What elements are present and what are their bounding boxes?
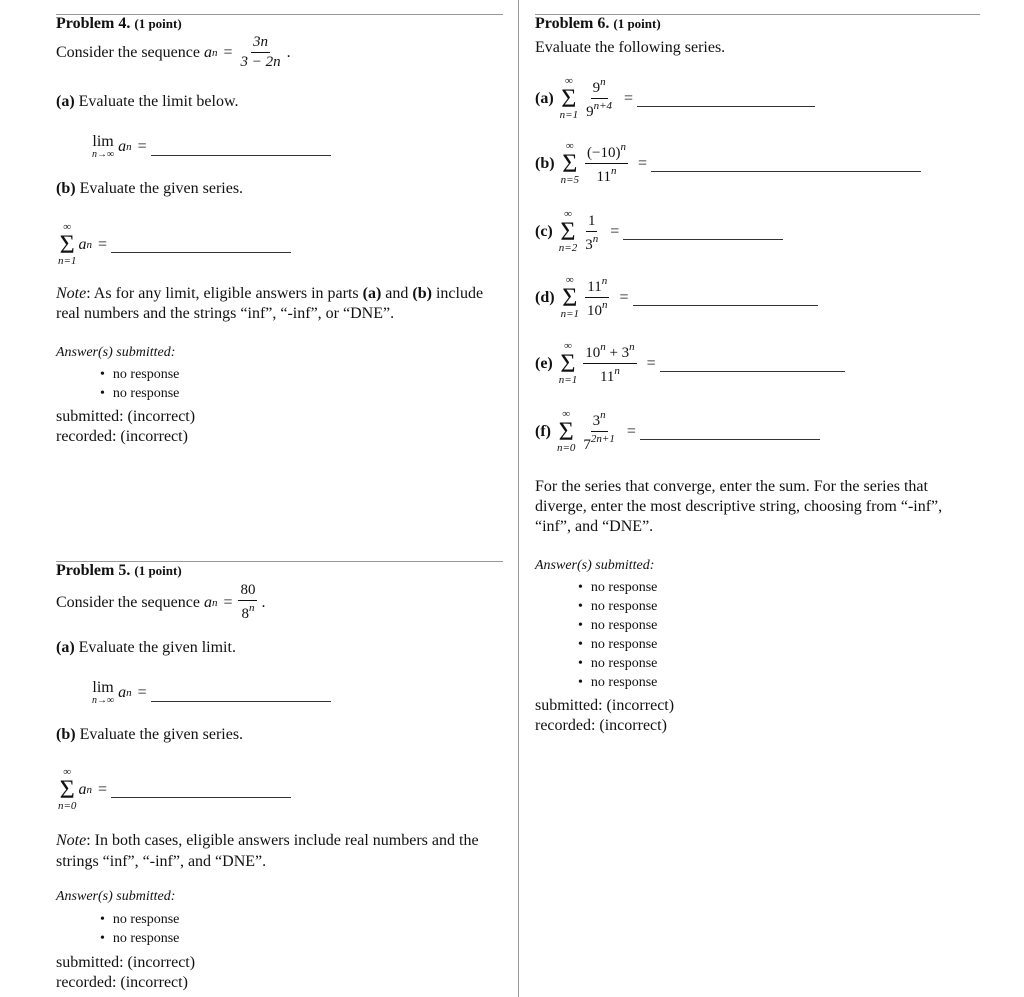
p5-note bbox=[56, 830, 479, 872]
instruction-line: “inf”, and “DNE”. bbox=[535, 518, 654, 535]
p5-limit-row bbox=[92, 680, 331, 706]
num-part: (−10) bbox=[587, 145, 621, 162]
summation bbox=[559, 209, 577, 254]
title-text: Problem 6. bbox=[535, 15, 610, 32]
equals: = bbox=[619, 288, 629, 306]
denominator: 3 − 2n bbox=[240, 54, 281, 70]
answer-item: • no response bbox=[578, 656, 657, 675]
num-part: 9 bbox=[592, 80, 601, 97]
den-base: 8 bbox=[241, 606, 249, 622]
answer-item: • no response bbox=[578, 675, 657, 694]
answer-item: • no response bbox=[100, 386, 179, 405]
submitted-status: submitted: (incorrect) bbox=[535, 697, 675, 714]
column-divider bbox=[518, 0, 519, 997]
item-label: (d) bbox=[535, 288, 555, 306]
p6-answer-input-c[interactable] bbox=[623, 223, 783, 240]
label: (a) bbox=[56, 93, 75, 110]
den-part: n+4 bbox=[593, 100, 613, 113]
answer-item: • no response bbox=[578, 599, 657, 618]
n-sub: n bbox=[126, 141, 132, 153]
intro-text: Consider the sequence bbox=[56, 593, 204, 611]
upper-limit: ∞ bbox=[63, 766, 72, 778]
p5-part-b bbox=[56, 726, 243, 744]
a-var: a bbox=[118, 138, 127, 155]
p5-part-a bbox=[56, 639, 236, 657]
summation bbox=[561, 275, 579, 320]
fraction bbox=[585, 275, 610, 320]
note-text: include bbox=[431, 285, 484, 302]
p6-item-d bbox=[535, 275, 818, 320]
sigma-symbol: Σ bbox=[562, 149, 578, 178]
fraction bbox=[584, 76, 614, 121]
den-part: 2n+1 bbox=[590, 433, 615, 446]
den-exp: n bbox=[248, 602, 255, 614]
fraction bbox=[585, 141, 628, 186]
recorded-status: recorded: (incorrect) bbox=[56, 974, 188, 991]
intro-text: Consider the sequence bbox=[56, 43, 204, 61]
equals: = bbox=[626, 422, 636, 440]
den-part: 11 bbox=[596, 169, 611, 186]
p4-limit-answer-input[interactable] bbox=[151, 139, 331, 156]
equals: = bbox=[610, 222, 620, 240]
p5-sequence-definition bbox=[56, 582, 265, 623]
summation bbox=[561, 141, 579, 186]
p6-item-b bbox=[535, 141, 921, 186]
period: . bbox=[261, 593, 266, 611]
num-part: 10 bbox=[585, 345, 601, 362]
answer-item: • no response bbox=[578, 618, 657, 637]
den-part: n bbox=[610, 165, 617, 178]
fraction bbox=[583, 341, 636, 386]
recorded-status: recorded: (incorrect) bbox=[535, 717, 667, 734]
limit bbox=[92, 134, 114, 160]
lower-limit: n=0 bbox=[556, 442, 576, 455]
num-part: n bbox=[601, 275, 608, 288]
lower-limit: n=1 bbox=[58, 255, 77, 268]
p6-answers-list bbox=[578, 580, 657, 694]
instruction-line: For the series that converge, enter the sum. For the series that bbox=[535, 478, 928, 495]
num-part: 1 bbox=[587, 213, 596, 230]
item-label: (e) bbox=[535, 354, 553, 372]
den-part: n bbox=[614, 365, 620, 378]
summation bbox=[560, 76, 578, 121]
note-text: : In both cases, eligible answers include real numbers and the bbox=[86, 832, 479, 849]
equals: = bbox=[97, 235, 107, 253]
note-text: and bbox=[381, 285, 413, 302]
lower-limit: n=0 bbox=[58, 800, 77, 813]
numerator: 3n bbox=[251, 34, 270, 53]
submitted-status: submitted: (incorrect) bbox=[56, 408, 196, 425]
lower-limit: n=1 bbox=[560, 308, 579, 321]
p6-intro: Evaluate the following series. bbox=[535, 39, 726, 56]
equals: = bbox=[646, 354, 656, 372]
num-part: n bbox=[600, 409, 606, 422]
summation bbox=[58, 767, 76, 812]
equals: = bbox=[137, 684, 147, 701]
p6-answer-input-a[interactable] bbox=[637, 90, 815, 107]
limit bbox=[92, 680, 114, 706]
upper-limit: ∞ bbox=[565, 140, 574, 152]
answers-label: Answer(s) submitted: bbox=[56, 345, 176, 360]
p5-series-answer-input[interactable] bbox=[111, 781, 291, 798]
lower-limit: n=2 bbox=[558, 242, 578, 255]
note-text: strings “inf”, “-inf”, and “DNE”. bbox=[56, 853, 267, 870]
title-text: Problem 4. bbox=[56, 15, 131, 32]
p6-answer-input-d[interactable] bbox=[633, 289, 818, 306]
lower-limit: n=1 bbox=[559, 109, 579, 122]
p6-item-a bbox=[535, 76, 815, 121]
instruction-line: diverge, enter the most descriptive string, choosing from “-inf”, bbox=[535, 498, 943, 515]
a-var: a bbox=[78, 780, 87, 798]
period: . bbox=[286, 43, 291, 61]
sigma-symbol: Σ bbox=[560, 349, 576, 378]
note-b: (b) bbox=[412, 285, 432, 302]
fraction bbox=[581, 409, 616, 454]
upper-limit: ∞ bbox=[564, 75, 573, 87]
n-sub: n bbox=[211, 596, 218, 609]
answer-item: • no response bbox=[578, 580, 657, 599]
den-part: 7 bbox=[583, 437, 591, 454]
p5-limit-answer-input[interactable] bbox=[151, 685, 331, 702]
equals: = bbox=[637, 154, 647, 172]
problem-5-title bbox=[56, 562, 182, 580]
p5-answers-list bbox=[100, 912, 179, 950]
equals: = bbox=[223, 593, 233, 611]
lower-limit: n=5 bbox=[560, 174, 579, 187]
num-part: n bbox=[600, 341, 606, 354]
p6-item-e bbox=[535, 341, 845, 386]
num-part: n bbox=[620, 141, 626, 154]
p4-limit-row bbox=[92, 134, 331, 160]
p4-part-a bbox=[56, 93, 238, 111]
lim-sub: n→∞ bbox=[92, 695, 115, 706]
fraction bbox=[238, 34, 282, 71]
numerator: 80 bbox=[238, 582, 257, 601]
p5-series-row bbox=[56, 767, 291, 812]
fraction bbox=[238, 582, 257, 623]
den-part: n bbox=[602, 299, 608, 312]
num-part: n bbox=[600, 76, 606, 89]
points: (1 point) bbox=[134, 16, 182, 31]
p6-item-c bbox=[535, 209, 783, 254]
upper-limit: ∞ bbox=[564, 208, 572, 220]
sigma-symbol: Σ bbox=[561, 84, 577, 113]
title-text: Problem 5. bbox=[56, 562, 131, 579]
n-sub: n bbox=[211, 46, 218, 59]
num-part: + 3 bbox=[605, 345, 630, 362]
p4-series-answer-input[interactable] bbox=[111, 236, 291, 253]
recorded-status: recorded: (incorrect) bbox=[56, 428, 188, 445]
text: Evaluate the given series. bbox=[75, 726, 244, 743]
text: Evaluate the given series. bbox=[75, 180, 244, 197]
item-label: (c) bbox=[535, 222, 553, 240]
upper-limit: ∞ bbox=[564, 340, 572, 352]
answer-item: • no response bbox=[578, 637, 657, 656]
answers-label: Answer(s) submitted: bbox=[535, 558, 655, 573]
num-part: 11 bbox=[587, 279, 602, 296]
submitted-status: submitted: (incorrect) bbox=[56, 954, 196, 971]
a-var: a bbox=[203, 43, 212, 61]
n-sub: n bbox=[126, 687, 132, 699]
p4-note bbox=[56, 284, 483, 324]
note-label: Note bbox=[56, 832, 87, 849]
item-label: (a) bbox=[535, 89, 554, 107]
label: (b) bbox=[56, 726, 76, 743]
text: Evaluate the limit below. bbox=[74, 93, 239, 110]
equals: = bbox=[624, 89, 634, 107]
sigma-symbol: Σ bbox=[59, 230, 75, 259]
p4-part-b bbox=[56, 180, 243, 198]
answers-label: Answer(s) submitted: bbox=[56, 889, 176, 904]
p4-answers-list bbox=[100, 367, 179, 405]
problem-6-title bbox=[535, 15, 661, 33]
den-part: n bbox=[592, 233, 599, 246]
fraction bbox=[583, 209, 600, 254]
item-label: (f) bbox=[535, 422, 551, 440]
den-part: 3 bbox=[585, 237, 593, 254]
lim-text: lim bbox=[92, 133, 114, 150]
text: Evaluate the given limit. bbox=[74, 639, 236, 656]
note-text: real numbers and the strings “inf”, “-inf”, or “DNE”. bbox=[56, 305, 395, 322]
p4-sequence-definition bbox=[56, 34, 291, 71]
sigma-symbol: Σ bbox=[560, 217, 576, 246]
num-part: n bbox=[629, 341, 635, 354]
answer-item: • no response bbox=[100, 367, 179, 386]
item-label: (b) bbox=[535, 154, 555, 172]
lim-sub: n→∞ bbox=[92, 149, 115, 160]
n-sub: n bbox=[86, 783, 92, 796]
sigma-symbol: Σ bbox=[59, 775, 75, 804]
summation bbox=[557, 409, 575, 454]
p6-answer-input-f[interactable] bbox=[640, 423, 820, 440]
points: (1 point) bbox=[613, 16, 661, 31]
note-a: (a) bbox=[362, 285, 382, 302]
den-part: 10 bbox=[587, 303, 602, 320]
answer-item: • no response bbox=[100, 912, 179, 931]
p6-answer-input-b[interactable] bbox=[651, 155, 921, 172]
upper-limit: ∞ bbox=[63, 221, 72, 233]
lower-limit: n=1 bbox=[558, 374, 578, 387]
den-part: 9 bbox=[586, 104, 594, 121]
answer-item: • no response bbox=[100, 931, 179, 950]
a-var: a bbox=[203, 593, 212, 611]
summation bbox=[559, 341, 577, 386]
equals: = bbox=[137, 138, 147, 155]
note-label: Note bbox=[56, 285, 87, 302]
equals: = bbox=[223, 43, 233, 61]
points: (1 point) bbox=[134, 563, 182, 578]
upper-limit: ∞ bbox=[562, 408, 571, 420]
a-var: a bbox=[118, 684, 127, 701]
num-part: 3 bbox=[592, 413, 601, 430]
n-sub: n bbox=[86, 238, 92, 251]
sigma-symbol: Σ bbox=[562, 283, 578, 312]
label: (a) bbox=[56, 639, 75, 656]
summation bbox=[58, 222, 76, 267]
a-var: a bbox=[78, 235, 87, 253]
lim-text: lim bbox=[92, 679, 114, 696]
den-part: 11 bbox=[599, 369, 615, 386]
equals: = bbox=[97, 780, 107, 798]
upper-limit: ∞ bbox=[565, 274, 574, 286]
note-text: : As for any limit, eligible answers in parts bbox=[86, 285, 363, 302]
sigma-symbol: Σ bbox=[558, 417, 574, 446]
p6-instructions bbox=[535, 477, 942, 537]
label: (b) bbox=[56, 180, 76, 197]
p6-item-f bbox=[535, 409, 820, 454]
p6-answer-input-e[interactable] bbox=[660, 355, 845, 372]
p4-series-row bbox=[56, 222, 291, 267]
problem-4-title bbox=[56, 15, 182, 33]
